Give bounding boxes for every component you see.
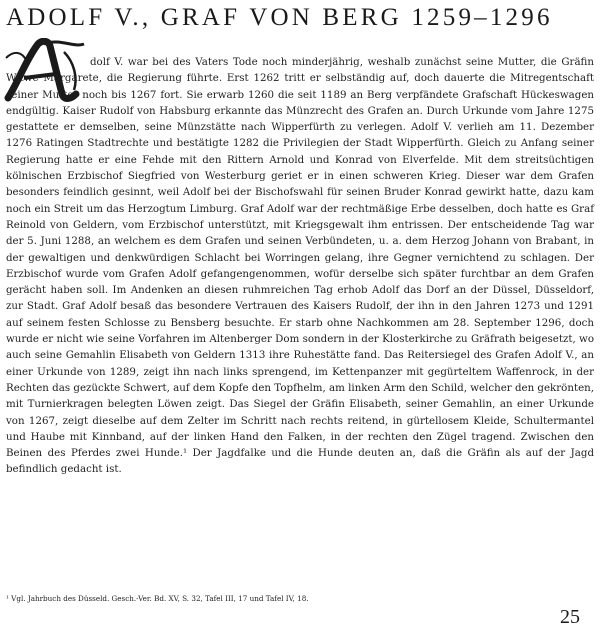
page-title: ADOLF V., GRAF VON BERG 1259–1296 (6, 4, 553, 31)
body-text: dolf V. war bei des Vaters Tode noch minderjährig, weshalb zunächst seine Mutter, die Gräfin Witwe Margarete, die Regierung führte. Erst 1262 tritt er selbständig auf, doch dauerte die Mitregentschaft seiner Mutter noch bis 1267 fort. Sie erwarb 1260 die seit 1189 an Berg verpfändete Grafschaft Hückeswagen endgültig. Kaiser Rudolf von Habsburg erkannte das Münzrecht des Grafen an. Durch Urkunde vom Jahre 1275 gestattete er demselben, seine Münzstätte nach Wipperfürth zu verlegen. Adolf V. verlieh am 11. Dezember 1276 Ratingen Stadtrechte und bestätigte 1282 die Privilegien der Stadt Wipperfürth. Gleich zu Anfang seiner Regierung hatte er eine Fehde mit den Rittern Arnold und Konrad von Elverfelde. Mit dem streitsüchtigen kölnischen Erzbischof Siegfried von Westerburg geriet er in einen schweren Krieg. Dieser war dem Grafen besonders feindlich gesinnt, weil Adolf bei der Bischofswahl für seinen Bruder Konrad gewirkt hatte, dazu kam noch ein Streit um das Herzogtum Limburg. Graf Adolf war der rechtmäßige Erbe desselben, doch hatte es Graf Reinold von Geldern, vom Erzbischof unterstützt, mit Kriegsgewalt ihm entrissen. Der entscheidende Tag war der 5. Juni 1288, an welchem es dem Grafen und seinen Verbündeten, u. a. dem Herzog Johann von Brabant, in der gewaltigen und denkwürdigen Schlacht bei Worringen gelang, ihre Gegner vernichtend zu schlagen. Der Erzbischof wurde vom Grafen Adolf gefangengenommen, wofür derselbe sich später furchtbar an dem Grafen gerächt haben soll. Im Andenken an diesen ruhmreichen Tag erhob Adolf das Dorf an der Düssel, Düsseldorf, zur Stadt. Graf Adolf besaß das besondere Vertrauen des Kaisers Rudolf, der ihn in den Jahren 1273 und 1291 auf seinem festen Schlosse zu Bensberg besuchte. Er starb ohne Nachkommen am 28. September 1296, doch wurde er nicht wie seine Vorfahren im Altenberger Dom sondern in der Klosterkirche zu Gräfrath beigesetzt, wo auch seine Gemahlin Elisabeth von Geldern 1313 ihre Ruhestätte fand. Das Reitersiegel des Grafen Adolf V., an einer Urkunde von 1289, zeigt ihn nach links sprengend, im Kettenpanzer mit gegürteltem Waffenrock, in der Rechten das gezückte Schwert, auf dem Kopfe den Topfhelm, am linken Arm den Schild, welcher den gekrönten, mit Turnierkragen belegten Löwen zeigt. Das Siegel der Gräfin Elisabeth, seiner Gemahlin, an einer Urkunde von 1267, zeigt dieselbe auf dem Zelter im Schritt nach rechts reitend, in gürtellosem Kleide, Schultermantel und Haube mit Kinnband, auf der linken Hand den Falken, in der rechten den Zügel tragend. Zwischen den Beinen des Pferdes zwei Hunde.¹ Der Jagdfalke und die Hunde deuten an, daß die Gräfin als auf der Jagd befindlich gedacht ist. (6, 56, 594, 476)
page-number: 25 (560, 606, 580, 628)
body-paragraph (6, 54, 594, 478)
footnote: ¹ Vgl. Jahrbuch des Düsseld. Gesch.-Ver. Bd. XV, S. 32, Tafel III, 17 und Tafel IV, 18. (6, 594, 309, 603)
initial-indent (6, 64, 90, 65)
